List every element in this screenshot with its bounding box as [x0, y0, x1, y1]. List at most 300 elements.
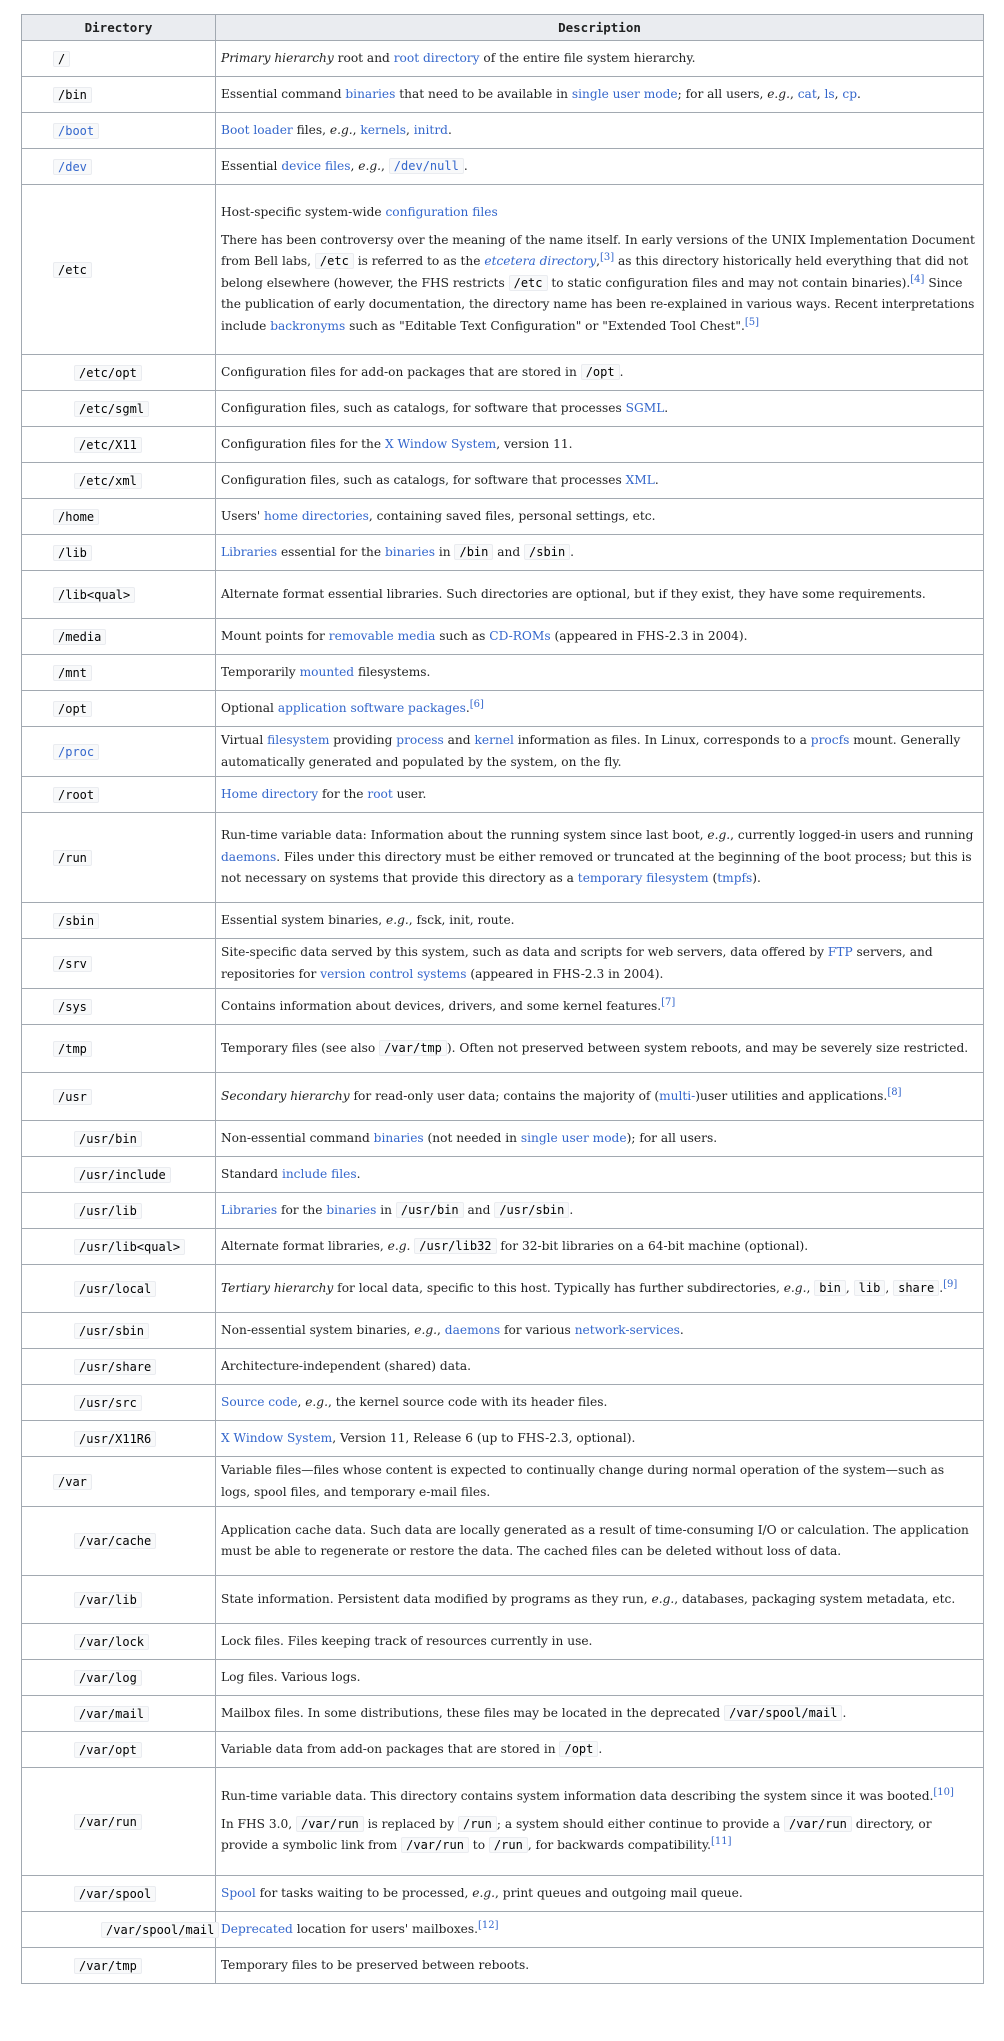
directory-cell	[22, 903, 216, 939]
description-emphasis: e.g.	[707, 828, 731, 843]
description-link[interactable]: include files	[281, 1166, 357, 1181]
description-link[interactable]: Libraries	[221, 1202, 278, 1217]
table-row-var-opt	[22, 1732, 984, 1768]
description-link[interactable]: initrd	[413, 122, 448, 137]
description-text: such as	[435, 628, 490, 643]
table-row-etc-x11	[22, 427, 984, 463]
description-link[interactable]: root	[367, 786, 393, 801]
directory-cell	[22, 691, 216, 727]
directory-path: /home	[53, 509, 99, 525]
footnote-reference[interactable]: [4]	[910, 273, 925, 285]
description-link[interactable]: version control systems	[320, 966, 467, 981]
directory-path: /lib	[53, 545, 92, 561]
footnote-reference[interactable]: [12]	[478, 1919, 499, 1931]
description-cell	[216, 1457, 984, 1507]
description-emphasis: e.g.	[358, 158, 382, 173]
description-text: for the	[318, 786, 368, 801]
description-cell	[216, 185, 984, 355]
description-link[interactable]: device files	[281, 158, 351, 173]
description-link[interactable]: network-services	[574, 1322, 680, 1337]
table-row-etc-opt	[22, 355, 984, 391]
description-paragraph	[221, 1038, 977, 1060]
description-paragraph	[221, 120, 977, 142]
description-paragraph	[221, 1589, 977, 1611]
directory-cell	[22, 391, 216, 427]
description-text: Virtual	[221, 733, 268, 747]
description-text: providing	[329, 733, 397, 747]
table-row-usr-local	[22, 1265, 984, 1313]
description-cell	[216, 1313, 984, 1349]
inline-code: /etc	[315, 253, 354, 269]
description-emphasis: e.g.	[305, 1394, 328, 1409]
description-link[interactable]: Boot loader	[221, 122, 293, 137]
description-text: in	[434, 544, 455, 559]
description-emphasis: e.g.	[783, 1280, 807, 1295]
inline-code-link[interactable]: /dev/null	[389, 158, 464, 174]
description-text: ,	[437, 1322, 445, 1337]
table-row-root	[22, 41, 984, 77]
description-link[interactable]: XML	[625, 472, 655, 487]
description-cell	[216, 619, 984, 655]
description-cell	[216, 1229, 984, 1265]
description-link[interactable]: procfs	[810, 733, 850, 747]
footnote-reference[interactable]: [7]	[661, 996, 676, 1008]
description-text: Log files. Various logs.	[221, 1669, 361, 1684]
description-cell	[216, 1696, 984, 1732]
description-text: information as files. In Linux, corresponds to a	[513, 733, 811, 747]
description-text: .	[654, 472, 659, 487]
description-paragraph	[221, 1739, 977, 1761]
description-link[interactable]: Home directory	[221, 786, 319, 801]
description-link[interactable]: root directory	[393, 50, 480, 65]
description-cell	[216, 1385, 984, 1421]
description-link[interactable]: mounted	[299, 664, 355, 679]
description-paragraph	[221, 156, 977, 178]
inline-code: /var/run	[784, 1816, 852, 1832]
table-row-var-spool-mail	[22, 1912, 984, 1948]
description-text: Mailbox files. In some distributions, these files may be located in the deprecated	[221, 1705, 725, 1720]
description-cell	[216, 1025, 984, 1073]
description-text: There has been controversy over the meaning of the name itself. In early versions of the UNIX Implementation Document from Bell labs,	[221, 232, 975, 268]
description-emphasis: e.g.	[386, 912, 409, 927]
description-text: Variable files—files whose content is expected to continually change during normal operation of the system—such as logs, spool files, and temporary e-mail files.	[221, 1463, 945, 1499]
description-link[interactable]: Libraries	[221, 544, 278, 559]
description-cell	[216, 1624, 984, 1660]
description-text: Temporary files to be preserved between reboots.	[221, 1957, 530, 1972]
description-text: for local data, specific to this host. Typically has further subdirectories,	[333, 1280, 784, 1295]
table-row-home	[22, 499, 984, 535]
footnote-reference[interactable]: [11]	[710, 1836, 732, 1848]
description-text: , print queues and outgoing mail queue.	[495, 1885, 743, 1900]
directory-path: /usr/include	[74, 1167, 171, 1183]
directory-path: /var/spool/mail	[101, 1922, 219, 1938]
table-row-usr-lib	[22, 1193, 984, 1229]
column-header-description[interactable]: Description	[216, 15, 984, 41]
description-text: files,	[292, 122, 330, 137]
description-text: State information. Persistent data modified by programs as they run,	[221, 1591, 652, 1606]
description-link[interactable]: SGML	[625, 400, 665, 415]
column-header-directory[interactable]: Directory	[22, 15, 216, 41]
description-text: ); for all users.	[626, 1130, 718, 1145]
table-header-row	[22, 15, 984, 41]
description-text: ,	[297, 1394, 306, 1409]
description-link[interactable]: binaries	[326, 1202, 377, 1217]
description-link[interactable]: cp	[842, 86, 858, 101]
description-text: servers, and repositories for	[221, 945, 933, 981]
inline-code: bin	[814, 1280, 846, 1296]
description-paragraph	[221, 730, 977, 773]
directory-path: /etc/opt	[74, 365, 142, 381]
description-text: Site-specific data served by this system, such as data and scripts for web servers, data offered by	[221, 945, 828, 959]
description-text: , fsck, init, route.	[408, 912, 515, 927]
directory-cell	[22, 727, 216, 777]
description-cell	[216, 813, 984, 903]
footnote-reference[interactable]: [8]	[887, 1086, 902, 1098]
description-link[interactable]: application software packages	[277, 700, 466, 715]
directory-cell	[22, 41, 216, 77]
description-paragraph	[221, 470, 977, 492]
description-link[interactable]: tmpfs	[717, 871, 753, 886]
directory-link[interactable]: /proc	[53, 744, 99, 760]
directory-path: /run	[53, 850, 92, 866]
description-cell	[216, 777, 984, 813]
description-cell	[216, 1349, 984, 1385]
description-text: Run-time variable data. This directory contains system information data describing the system since it was booted.	[221, 1789, 934, 1804]
description-emphasis: Tertiary hierarchy	[221, 1280, 334, 1295]
description-text: (appeared in FHS-2.3 in 2004).	[466, 966, 664, 981]
description-text: , currently logged-in users and running	[730, 828, 974, 843]
directory-cell	[22, 1025, 216, 1073]
description-link[interactable]: Source code	[221, 1394, 298, 1409]
table-row-var	[22, 1457, 984, 1507]
directory-cell	[22, 113, 216, 149]
description-cell	[216, 571, 984, 619]
table-row-var-log	[22, 1660, 984, 1696]
description-paragraph	[221, 230, 977, 338]
description-text: Contains information about devices, drivers, and some kernel features.	[221, 998, 662, 1013]
description-paragraph	[221, 1278, 977, 1300]
directory-cell	[22, 1313, 216, 1349]
description-text: Architecture-independent (shared) data.	[221, 1358, 471, 1373]
description-text: Host-specific system-wide	[221, 205, 386, 219]
directory-cell	[22, 463, 216, 499]
description-text: .	[664, 400, 669, 415]
description-text: Variable data from add-on packages that are stored in	[221, 1741, 560, 1756]
table-row-tmp	[22, 1025, 984, 1073]
description-text: , for backwards compatibility.	[527, 1838, 711, 1853]
description-text: to	[468, 1838, 489, 1853]
description-cell	[216, 463, 984, 499]
description-text: for the	[277, 1202, 327, 1217]
description-link[interactable]: binaries	[345, 86, 396, 101]
description-paragraph	[221, 1200, 977, 1222]
description-text: .	[857, 86, 861, 101]
description-paragraph	[221, 996, 977, 1018]
description-text: ,	[789, 86, 798, 101]
description-cell	[216, 1507, 984, 1576]
inline-code: /run	[489, 1837, 528, 1853]
description-cell	[216, 1265, 984, 1313]
description-paragraph	[221, 84, 977, 106]
description-link[interactable]: single user mode	[520, 1130, 627, 1145]
description-text: Essential	[221, 158, 282, 173]
table-row-usr-share	[22, 1349, 984, 1385]
table-row-lib-qual	[22, 571, 984, 619]
directory-cell	[22, 777, 216, 813]
table-row-mnt	[22, 655, 984, 691]
description-text: In FHS 3.0,	[221, 1816, 296, 1831]
description-link[interactable]: process	[396, 733, 444, 747]
table-row-usr-lib-qual	[22, 1229, 984, 1265]
description-text: mount. Generally automatically generated and populated by the system, on the fly.	[221, 733, 961, 769]
description-text: , the kernel source code with its header files.	[327, 1394, 608, 1409]
directory-cell	[22, 989, 216, 1025]
description-link[interactable]: etcetera directory	[484, 254, 597, 268]
description-paragraph	[221, 1955, 977, 1977]
table-row-usr-sbin	[22, 1313, 984, 1349]
directory-cell	[22, 149, 216, 185]
table-row-usr-x11r6	[22, 1421, 984, 1457]
description-cell	[216, 727, 984, 777]
directory-path: /var/lock	[74, 1634, 149, 1650]
description-text: ).	[752, 871, 761, 886]
description-text: .	[465, 700, 470, 715]
directory-path: /var/mail	[74, 1706, 149, 1722]
description-text: ,	[352, 122, 361, 137]
description-paragraph	[221, 1786, 977, 1808]
description-paragraph	[221, 1428, 977, 1450]
directory-cell	[22, 1349, 216, 1385]
table-row-srv	[22, 939, 984, 989]
description-text: .	[569, 1202, 574, 1217]
description-text: ,	[596, 254, 600, 268]
directory-path: /var/log	[74, 1670, 142, 1686]
description-paragraph	[221, 202, 977, 224]
description-text: ,	[845, 1280, 854, 1295]
footnote-reference[interactable]: [5]	[744, 316, 760, 328]
description-text: is replaced by	[363, 1816, 458, 1831]
description-text: Configuration files for the	[221, 436, 385, 451]
directory-cell	[22, 77, 216, 113]
footnote-reference[interactable]: [3]	[600, 251, 615, 263]
description-text: . Files under this directory must be either removed or truncated at the beginning of the boot process; but this is not necessary on systems that provide this directory as a	[221, 849, 972, 886]
description-text: Application cache data. Such data are locally generated as a result of time-consuming I/O or calculation. The application must be able to regenerate or restore the data. The cached files can be deleted without loss of data.	[221, 1522, 969, 1558]
description-text: for read-only user data; contains the majority of (	[349, 1088, 660, 1103]
description-paragraph	[221, 1883, 977, 1905]
description-cell	[216, 1121, 984, 1157]
description-text: , containing saved files, personal settings, etc.	[368, 508, 656, 523]
directory-path: /var/opt	[74, 1742, 142, 1758]
description-cell	[216, 355, 984, 391]
description-paragraph	[221, 1236, 977, 1258]
description-text: Standard	[221, 1166, 282, 1181]
table-row-proc	[22, 727, 984, 777]
directory-path: /tmp	[53, 1041, 92, 1057]
description-link[interactable]: cat	[797, 86, 817, 101]
table-row-boot	[22, 113, 984, 149]
description-text: essential for the	[277, 544, 385, 559]
directory-link[interactable]: /dev	[53, 159, 92, 175]
description-text: Mount points for	[221, 628, 329, 643]
fhs-directory-table	[21, 14, 984, 1984]
description-link[interactable]: CD-ROMs	[489, 628, 551, 643]
description-paragraph	[221, 1128, 977, 1150]
description-link[interactable]: binaries	[373, 1130, 424, 1145]
directory-cell	[22, 1457, 216, 1507]
description-text: Since the publication of early documentation, the directory name has been re-explained in various ways. Recent interpretations include	[221, 275, 975, 333]
description-paragraph	[221, 1164, 977, 1186]
directory-cell	[22, 427, 216, 463]
table-row-etc	[22, 185, 984, 355]
description-text: ,	[350, 158, 359, 173]
description-link[interactable]: X Window System	[221, 1430, 333, 1445]
description-link[interactable]: single user mode	[571, 86, 678, 101]
description-cell	[216, 1732, 984, 1768]
directory-path: /sbin	[53, 913, 99, 929]
directory-cell	[22, 1624, 216, 1660]
description-link[interactable]: kernel	[474, 733, 514, 747]
directory-path: /opt	[53, 701, 92, 717]
directory-path: /usr/local	[74, 1281, 156, 1297]
description-text: .	[842, 1705, 847, 1720]
footnote-reference[interactable]: [6]	[469, 698, 484, 710]
description-link[interactable]: temporary filesystem	[577, 871, 709, 886]
description-text: filesystems.	[354, 664, 431, 679]
description-emphasis: e.g.	[329, 122, 353, 137]
description-link[interactable]: home directories	[264, 508, 369, 523]
table-row-usr	[22, 1073, 984, 1121]
description-link[interactable]: X Window System	[385, 436, 497, 451]
description-text: ,	[381, 158, 389, 173]
description-link[interactable]: FTP	[827, 945, 853, 959]
table-row-var-run	[22, 1768, 984, 1876]
description-link[interactable]: daemons	[221, 849, 277, 864]
directory-cell	[22, 1073, 216, 1121]
inline-code: /var/tmp	[379, 1040, 447, 1056]
description-cell	[216, 1876, 984, 1912]
description-text: to static configuration files and may not contain binaries).	[547, 275, 911, 290]
directory-cell	[22, 655, 216, 691]
description-link[interactable]: removable media	[328, 628, 436, 643]
description-paragraph	[221, 434, 977, 456]
inline-code: /etc	[509, 275, 548, 291]
directory-link[interactable]: /boot	[53, 123, 99, 139]
description-paragraph	[221, 626, 977, 648]
description-text: Configuration files, such as catalogs, for software that processes	[221, 400, 626, 415]
directory-cell	[22, 1193, 216, 1229]
description-link[interactable]: filesystem	[267, 733, 330, 747]
table-body	[22, 41, 984, 1984]
description-link[interactable]: Spool	[221, 1885, 256, 1900]
description-cell	[216, 1912, 984, 1948]
description-link[interactable]: configuration files	[385, 205, 498, 219]
description-cell	[216, 655, 984, 691]
table-row-sbin	[22, 903, 984, 939]
description-emphasis: e.g.	[651, 1591, 675, 1606]
description-text: in	[376, 1202, 396, 1217]
table-row-dev	[22, 149, 984, 185]
inline-code: /var/spool/mail	[724, 1705, 842, 1721]
description-text: .	[939, 1280, 944, 1295]
table-row-usr-bin	[22, 1121, 984, 1157]
description-paragraph	[221, 942, 977, 985]
inline-code: /var/run	[296, 1816, 364, 1832]
description-emphasis: e.g.	[387, 1238, 411, 1253]
inline-code: /usr/bin	[396, 1202, 464, 1218]
inline-code: /run	[458, 1816, 497, 1832]
footnote-reference[interactable]: [9]	[943, 1278, 958, 1290]
directory-cell	[22, 1265, 216, 1313]
table-row-var-spool	[22, 1876, 984, 1912]
description-paragraph	[221, 784, 977, 806]
description-emphasis: Secondary hierarchy	[221, 1088, 350, 1103]
description-text: ,	[816, 86, 825, 101]
table-row-run	[22, 813, 984, 903]
description-cell	[216, 41, 984, 77]
description-cell	[216, 149, 984, 185]
description-cell	[216, 939, 984, 989]
description-paragraph	[221, 1631, 977, 1653]
description-emphasis: e.g.	[767, 86, 790, 101]
description-text: .	[619, 364, 624, 379]
directory-path: /etc/sgml	[74, 401, 149, 417]
description-paragraph	[221, 1086, 977, 1108]
description-paragraph	[221, 362, 977, 384]
directory-path: /root	[53, 787, 99, 803]
description-link[interactable]: daemons	[444, 1322, 501, 1337]
table-row-usr-include	[22, 1157, 984, 1193]
description-link[interactable]: ls	[824, 86, 835, 101]
description-text: Users'	[221, 508, 265, 523]
description-cell	[216, 1660, 984, 1696]
inline-code: /usr/lib32	[414, 1238, 496, 1254]
table-row-var-lib	[22, 1576, 984, 1624]
directory-path: /usr/src	[74, 1395, 142, 1411]
description-cell	[216, 1576, 984, 1624]
footnote-reference[interactable]: [10]	[933, 1787, 954, 1799]
description-cell	[216, 535, 984, 571]
description-link[interactable]: backronyms	[270, 318, 346, 333]
description-cell	[216, 1768, 984, 1876]
table-row-etc-xml	[22, 463, 984, 499]
description-paragraph	[221, 48, 977, 70]
description-text: Alternate format essential libraries. Such directories are optional, but if they exist, they have some requirements.	[221, 586, 926, 601]
inline-code: /opt	[559, 1741, 598, 1757]
description-paragraph	[221, 1320, 977, 1342]
description-text: is referred to as the	[353, 254, 485, 268]
directory-path: /usr/X11R6	[74, 1431, 156, 1447]
description-text: Temporary files (see also	[221, 1040, 380, 1055]
inline-code: /usr/sbin	[494, 1202, 569, 1218]
description-link[interactable]: multi-	[659, 1088, 696, 1103]
table-row-var-tmp	[22, 1948, 984, 1984]
directory-path: /etc	[53, 262, 92, 278]
directory-path: /var/cache	[74, 1533, 156, 1549]
description-text: (	[708, 871, 718, 886]
description-link[interactable]: Deprecated	[221, 1921, 293, 1936]
description-text: ,	[406, 122, 414, 137]
description-paragraph	[221, 1814, 977, 1857]
directory-path: /bin	[53, 87, 92, 103]
description-text: .	[356, 1166, 361, 1181]
directory-cell	[22, 355, 216, 391]
description-link[interactable]: binaries	[384, 544, 435, 559]
description-text: Essential command	[221, 86, 346, 101]
description-paragraph	[221, 910, 977, 932]
directory-path: /lib<qual>	[53, 587, 135, 603]
description-link[interactable]: kernels	[360, 122, 407, 137]
description-text: Temporarily	[221, 664, 300, 679]
